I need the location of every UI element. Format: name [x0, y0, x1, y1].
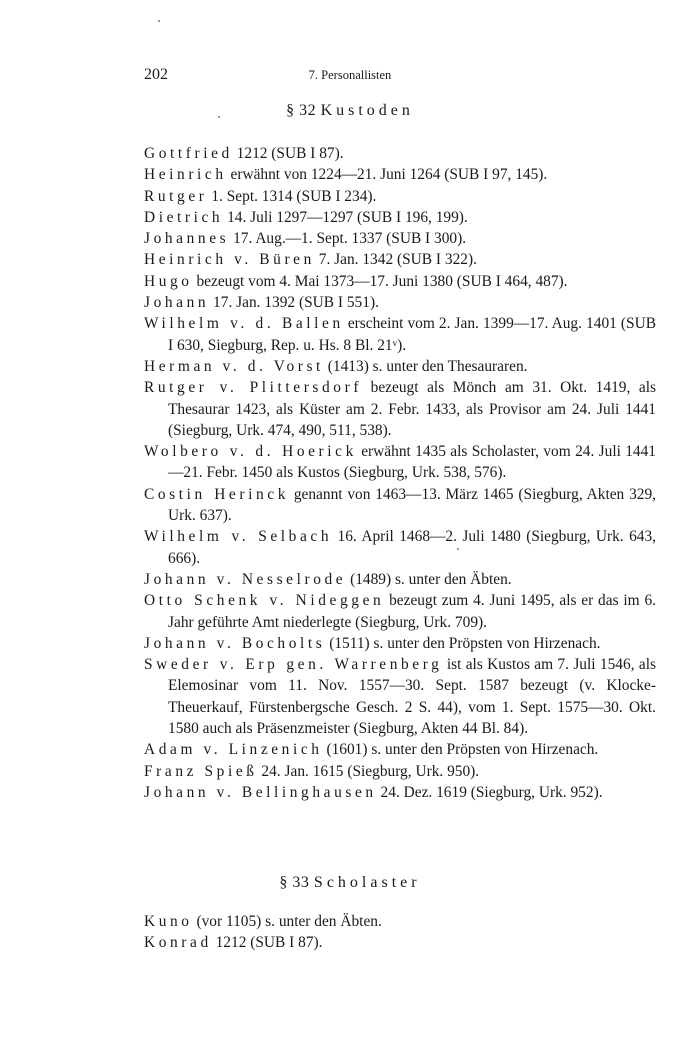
- list-item: [144, 484, 656, 527]
- person-name: Adam v. Linzenich: [144, 741, 323, 759]
- entry-text: (1601) s. unter den Pröpsten von Hirzenach.: [322, 741, 599, 759]
- person-name: Wilhelm v. Selbach: [144, 528, 333, 546]
- kustoden-list: [144, 143, 656, 803]
- section-title: Kustoden: [320, 102, 414, 119]
- list-item: [144, 782, 656, 803]
- entry-text: bezeugt als Mönch am 31. Okt. 1419, als Thesaurar 1423, als Küster am 2. Febr. 1433, als Provisor am 24. Juli 1441 (Siegburg, Urk. 474, 490, 511, 538).: [168, 379, 656, 439]
- entry-text: genannt von 1463—13. März 1465 (Siegburg, Akten 329, Urk. 637).: [168, 485, 657, 525]
- entry-text: 17. Jan. 1392 (SUB I 551).: [209, 294, 379, 312]
- entry-text: bezeugt vom 4. Mai 1373—17. Juni 1380 (SUB I 464, 487).: [192, 272, 568, 290]
- list-item: [144, 207, 656, 228]
- person-name: Rutger: [144, 187, 208, 205]
- list-item: [144, 633, 656, 654]
- person-name: Kuno: [144, 913, 193, 930]
- list-item: [144, 313, 656, 356]
- person-name: Johann v. Bellinghausen: [144, 783, 377, 801]
- entry-text: (vor 1105) s. unter den Äbten.: [192, 913, 382, 930]
- entry-text: erscheint vom 2. Jan. 1399—17. Aug. 1401 (SUB I 630, Siegburg, Rep. u. Hs. 8 Bl. 21ᵛ).: [168, 315, 656, 354]
- person-name: Johann v. Nesselrode: [144, 570, 347, 588]
- person-name: Heinrich: [144, 166, 227, 184]
- entry-text: 1212 (SUB I 87).: [211, 934, 323, 952]
- person-name: Wilhelm v. d. Ballen: [144, 315, 344, 333]
- list-item: [144, 932, 656, 953]
- person-name: Sweder v. Erp gen. Warrenberg: [144, 656, 443, 674]
- list-item: [144, 654, 656, 739]
- list-item: [144, 739, 656, 760]
- print-speck: [158, 20, 160, 22]
- section-number: § 33: [279, 874, 310, 891]
- section-heading-scholaster: [0, 874, 700, 892]
- list-item: [144, 228, 656, 249]
- person-name: Gottfried: [144, 145, 233, 162]
- section-number: § 32: [286, 102, 317, 119]
- list-item: [144, 186, 656, 207]
- person-name: Otto Schenk v. Nideggen: [144, 592, 385, 610]
- person-name: Herman v. d. Vorst: [144, 357, 324, 375]
- person-name: Hugo: [144, 272, 193, 290]
- page-number: 202: [144, 66, 168, 83]
- running-head: [0, 66, 700, 86]
- list-item: [144, 249, 656, 270]
- entry-text: ist als Kustos am 7. Juli 1546, als Elemosinar vom 11. Nov. 1557—30. Sept. 1587 bezeugt (v. Klocke-Theuerkauf, Fürstenbergsche Gesch. 2 S. 44), vom 1. Sept. 1575—30. Okt. 1580 auch als Präsenzmeister (Siegburg, Akten 44 Bl. 84).: [168, 656, 656, 738]
- entry-text: bezeugt zum 4. Juni 1495, als er das im 6. Jahr geführte Amt niederlegte (Siegburg, Urk. 709).: [168, 592, 656, 631]
- person-name: Dietrich: [144, 208, 224, 226]
- entry-text: (1489) s. unter den Äbten.: [346, 570, 512, 588]
- person-name: Johann: [144, 294, 210, 312]
- entry-text: 16. April 1468—2. Juli 1480 (Siegburg, Urk. 643, 666).: [168, 528, 656, 567]
- person-name: Heinrich v. Büren: [144, 251, 315, 269]
- person-name: Johann v. Bocholts: [144, 634, 326, 652]
- list-item: [144, 761, 656, 782]
- person-name: Johannes: [144, 230, 230, 248]
- entry-text: 1212 (SUB I 87).: [232, 145, 344, 162]
- list-item: [144, 526, 656, 569]
- chapter-title: 7. Personallisten: [308, 68, 392, 82]
- list-item: [144, 590, 656, 633]
- list-item: [144, 377, 656, 441]
- list-item: [144, 569, 656, 590]
- entry-text: 14. Juli 1297—1297 (SUB I 196, 199).: [223, 208, 468, 226]
- entry-text: 17. Aug.—1. Sept. 1337 (SUB I 300).: [229, 230, 467, 248]
- entry-text: 7. Jan. 1342 (SUB I 322).: [314, 251, 477, 269]
- list-item: [144, 292, 656, 313]
- list-item: [144, 356, 656, 377]
- person-name: Franz Spieß: [144, 762, 258, 780]
- entry-text: 24. Dez. 1619 (Siegburg, Urk. 952).: [376, 783, 603, 801]
- list-item: [144, 271, 656, 292]
- section-title: Scholaster: [313, 874, 421, 891]
- list-item: [144, 164, 656, 185]
- section-heading-kustoden: [0, 102, 700, 120]
- scholaster-list: [144, 911, 656, 954]
- list-item: [144, 911, 656, 932]
- list-item: [144, 143, 656, 164]
- entry-text: erwähnt 1435 als Scholaster, vom 24. Juli 1441—21. Febr. 1450 als Kustos (Siegburg, Urk. 538, 576).: [168, 443, 656, 482]
- person-name: Wolbero v. d. Hoerick: [144, 443, 357, 461]
- entry-text: (1413) s. unter den Thesauraren.: [323, 357, 528, 375]
- person-name: Costin Herinck: [144, 485, 289, 503]
- person-name: Rutger v. Plittersdorf: [144, 379, 363, 397]
- entry-text: erwähnt von 1224—21. Juni 1264 (SUB I 97, 145).: [226, 166, 548, 184]
- person-name: Konrad: [144, 934, 212, 952]
- list-item: [144, 441, 656, 484]
- entry-text: (1511) s. unter den Pröpsten von Hirzenach.: [325, 634, 601, 652]
- entry-text: 1. Sept. 1314 (SUB I 234).: [207, 187, 377, 205]
- entry-text: 24. Jan. 1615 (Siegburg, Urk. 950).: [257, 762, 480, 780]
